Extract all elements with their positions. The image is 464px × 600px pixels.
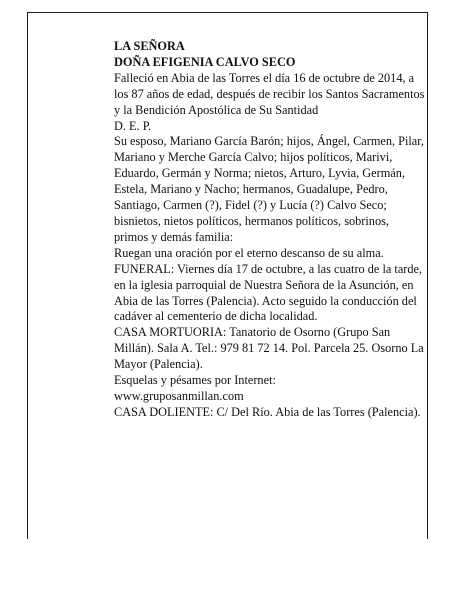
internet-condolences-label: Esquelas y pésames por Internet: xyxy=(114,373,276,388)
obituary-notice xyxy=(114,39,426,421)
family-home-details: CASA DOLIENTE: C/ Del Río. Abia de las Torres (Palencia). xyxy=(114,404,421,419)
notice-title-line-1: LA SEÑORA xyxy=(114,39,185,53)
mortuary-details: CASA MORTUORIA: Tanatorio de Osorno (Grupo San Millán). Sala A. Tel.: 979 81 72 14. Pol. Parcela 25. Osorno La Mayor (Palencia). xyxy=(114,325,424,372)
family-list: Su esposo, Mariano García Barón; hijos, Ángel, Carmen, Pilar, Mariano y Merche García Calvo; hijos políticos, Marivi, Eduardo, Germán y Norma; nietos, Arturo, Lyvia, Germán, Estela, Mariano y Nacho; hermanos, Guadalupe, Pedro, Santiago, Carmen (?), Fidel (?) y Lucía (?) Calvo Seco; bisnietos, nietos políticos, hermanos políticos, sobrinos, primos y demás familia: xyxy=(114,134,424,244)
website-link[interactable]: www.gruposanmillan.com xyxy=(114,388,244,403)
deceased-name: DOÑA EFIGENIA CALVO SECO xyxy=(114,54,296,69)
death-announcement: Falleció en Abia de las Torres el día 16 de octubre de 2014, a los 87 años de edad, después de recibir los Santos Sacramentos y la Bendición Apostólica de Su Santidad xyxy=(114,70,425,117)
dep-abbreviation: D. E. P. xyxy=(114,118,152,133)
prayer-request: Ruegan una oración por el eterno descanso de su alma. xyxy=(114,245,384,260)
funeral-details: FUNERAL: Viernes día 17 de octubre, a las cuatro de la tarde, en la iglesia parroquial de Nuestra Señora de la Asunción, en Abia de las Torres (Palencia). Acto seguido la conducción del cadáver al cementerio de dicha localidad. xyxy=(114,261,423,324)
